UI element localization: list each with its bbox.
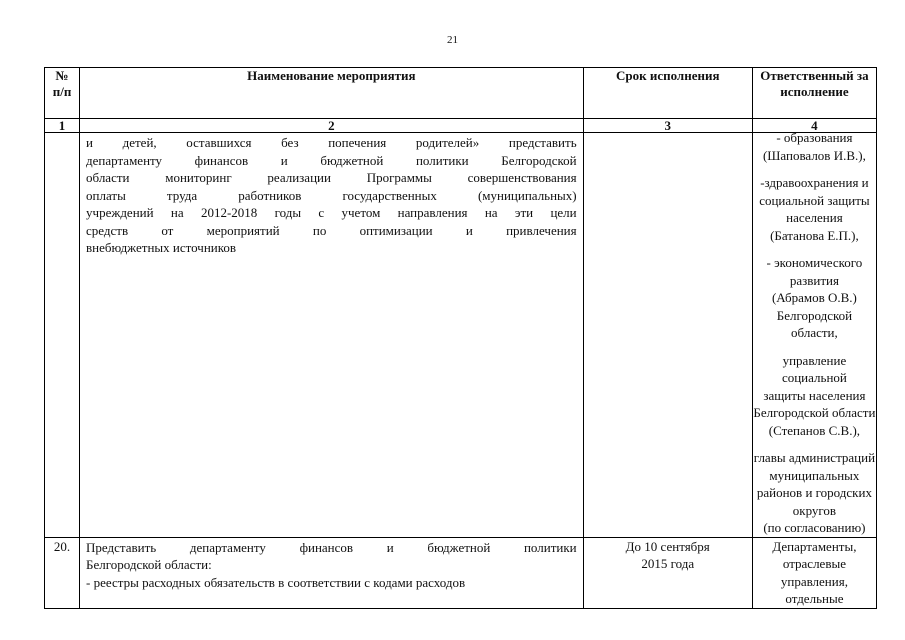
description-line: департаменту финансов и бюджетной политики Белгородской [86,152,577,168]
page-number: 21 [447,34,458,46]
row-description [80,133,584,538]
responsible-entry: главы администраций муниципальных районов и городских округов (по согласованию) [753,450,876,535]
measures-table [44,67,877,609]
table-row [45,537,877,608]
description-line: оплаты труда работников государственных (муниципальных) [86,187,577,203]
description-line: и детей, оставшихся без попечения родителей» представить [86,135,577,150]
description-line: Представить департаменту финансов и бюджетной политики [86,539,577,555]
row-number: 20. [45,537,80,608]
description-line: учреждений на 2012-2018 годы с учетом направления на эти цели [86,205,577,220]
header-number: № п/п [45,68,80,119]
column-number-row [45,119,877,133]
row-responsible: Департаменты, отраслевые управления, отдельные [752,537,876,608]
row-term: До 10 сентября 2015 года [583,537,752,608]
description-line: внебюджетных источников [86,240,237,255]
column-number: 4 [752,119,876,133]
row-number [45,133,80,538]
table-header-row [45,68,877,119]
column-number: 2 [80,119,584,133]
header-responsible: Ответственный за исполнение [752,68,876,119]
header-term: Срок исполнения [583,68,752,119]
description-line: - реестры расходных обязательств в соответствии с кодами расходов [86,574,466,590]
description-line: средств от мероприятий по оптимизации и привлечения [86,222,577,238]
table-row [45,133,877,538]
column-number: 1 [45,119,80,133]
description-line: области мониторинг реализации Программы совершенствования [86,170,577,185]
row-responsible [752,130,876,538]
description-line: Белгородской области: [86,557,212,572]
row-description [80,537,584,608]
row-term [583,133,752,538]
column-number: 3 [583,119,752,133]
responsible-entry: - экономического развития (Абрамов О.В.) Белгородской области, [766,255,863,340]
responsible-entry: -здравоохранения и социальной защиты населения (Батанова Е.П.), [759,175,870,243]
header-name: Наименование мероприятия [80,68,584,119]
responsible-entry: - образования (Шаповалов И.В.), [762,130,866,163]
responsible-entry: управление социальной защиты населения Белгородской области (Степанов С.В.), [753,352,876,438]
